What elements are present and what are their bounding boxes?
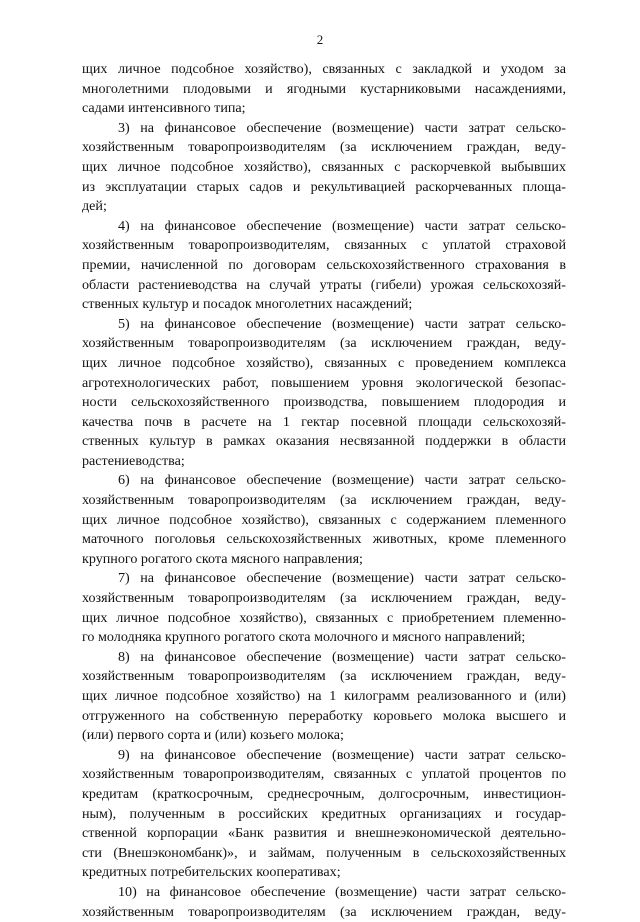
text-line: маточного поголовья сельскохозяйственных животных, кроме племенного [82, 531, 566, 548]
text-line: из эксплуатации старых садов и рекультивацией раскорчеванных площа- [82, 178, 566, 195]
text-line: крупного рогатого скота мясного направления; [82, 550, 363, 567]
text-line: хозяйственным товаропроизводителям (за исключением граждан, веду- [82, 492, 566, 509]
text-line: хозяйственным товаропроизводителям, связанных с уплатой страховой [82, 237, 566, 254]
paragraph [82, 883, 566, 922]
text-line: 8) на финансовое обеспечение (возмещение) части затрат сельско- [118, 648, 566, 665]
text-line: 4) на финансовое обеспечение (возмещение) части затрат сельско- [118, 217, 566, 234]
text-line: кредитных потребительских кооперативах; [82, 864, 341, 881]
text-line: хозяйственным товаропроизводителям (за исключением граждан, веду- [82, 590, 566, 607]
page-number: 2 [316, 32, 324, 47]
text-line: многолетними плодовыми и ягодными кустарниковыми насаждениями, [82, 80, 566, 97]
paragraph [82, 746, 566, 883]
paragraph [82, 119, 566, 217]
text-line: кредитам (краткосрочным, среднесрочным, долгосрочным, инвестицион- [82, 785, 566, 802]
text-line: хозяйственным товаропроизводителям (за исключением граждан, веду- [82, 335, 566, 352]
text-line: го молодняка крупного рогатого скота молочного и мясного направлений; [82, 629, 526, 646]
text-line: ственных культур и посадок многолетних насаждений; [82, 296, 413, 313]
document-body [82, 60, 566, 922]
text-line: качества почв в расчете на 1 гектар посевной площади сельскохозяй- [82, 413, 566, 430]
paragraph [82, 60, 566, 119]
text-line: хозяйственным товаропроизводителям (за исключением граждан, веду- [82, 668, 566, 685]
text-line: 9) на финансовое обеспечение (возмещение) части затрат сельско- [118, 746, 566, 763]
paragraph [82, 217, 566, 315]
paragraph [82, 471, 566, 569]
text-line: 7) на финансовое обеспечение (возмещение) части затрат сельско- [118, 570, 566, 587]
text-line: ным), полученным в российских кредитных организациях и государ- [82, 805, 566, 822]
text-line: щих личное подсобное хозяйство), связанных с проведением комплекса [82, 354, 566, 371]
text-line: сти (Внешэкономбанк)», и займам, полученным в сельскохозяйственных [82, 844, 566, 861]
text-line: щих личное подсобное хозяйство), связанных с закладкой и уходом за [82, 61, 566, 77]
text-line: ственных культур в рамках оказания несвязанной поддержки в области [82, 433, 566, 450]
text-line: агротехнологических работ, повышением уровня экологической безопас- [82, 374, 566, 391]
text-line: области растениеводства на случай утраты (гибели) урожая сельскохозяй- [82, 276, 566, 293]
text-line: ственной корпорации «Банк развития и внешнеэкономической деятельно- [82, 825, 566, 842]
text-line: 6) на финансовое обеспечение (возмещение) части затрат сельско- [118, 472, 566, 489]
text-line: щих личное подсобное хозяйство), связанных с приобретением племенно- [82, 609, 566, 626]
text-line: 10) на финансовое обеспечение (возмещение) части затрат сельско- [118, 883, 566, 900]
text-line: ности сельскохозяйственного производства, повышением плодородия и [82, 394, 566, 411]
text-line: садами интенсивного типа; [82, 100, 246, 117]
text-line: хозяйственным товаропроизводителям, связанных с уплатой процентов по [82, 766, 566, 783]
text-line: (или) первого сорта и (или) козьего молока; [82, 727, 344, 744]
paragraph [82, 648, 566, 746]
text-line: хозяйственным товаропроизводителям (за исключением граждан, веду- [82, 139, 566, 156]
text-line: 5) на финансовое обеспечение (возмещение) части затрат сельско- [118, 315, 566, 332]
text-line: дей; [82, 198, 107, 215]
text-line: отгруженного на собственную переработку коровьего молока высшего и [82, 707, 566, 724]
paragraph [82, 315, 566, 472]
text-line: щих личное подсобное хозяйство), связанных с содержанием племенного [82, 511, 566, 528]
text-line: щих личное подсобное хозяйство), связанных с раскорчевкой выбывших [82, 158, 566, 175]
text-line: щих личное подсобное хозяйство) на 1 килограмм реализованного и (или) [82, 688, 566, 704]
text-line: премии, начисленной по договорам сельскохозяйственного страхования в [82, 256, 566, 273]
paragraph [82, 569, 566, 647]
text-line: растениеводства; [82, 452, 185, 469]
text-line: хозяйственным товаропроизводителям (за исключением граждан, веду- [82, 903, 566, 920]
text-line: 3) на финансовое обеспечение (возмещение) части затрат сельско- [118, 119, 566, 136]
